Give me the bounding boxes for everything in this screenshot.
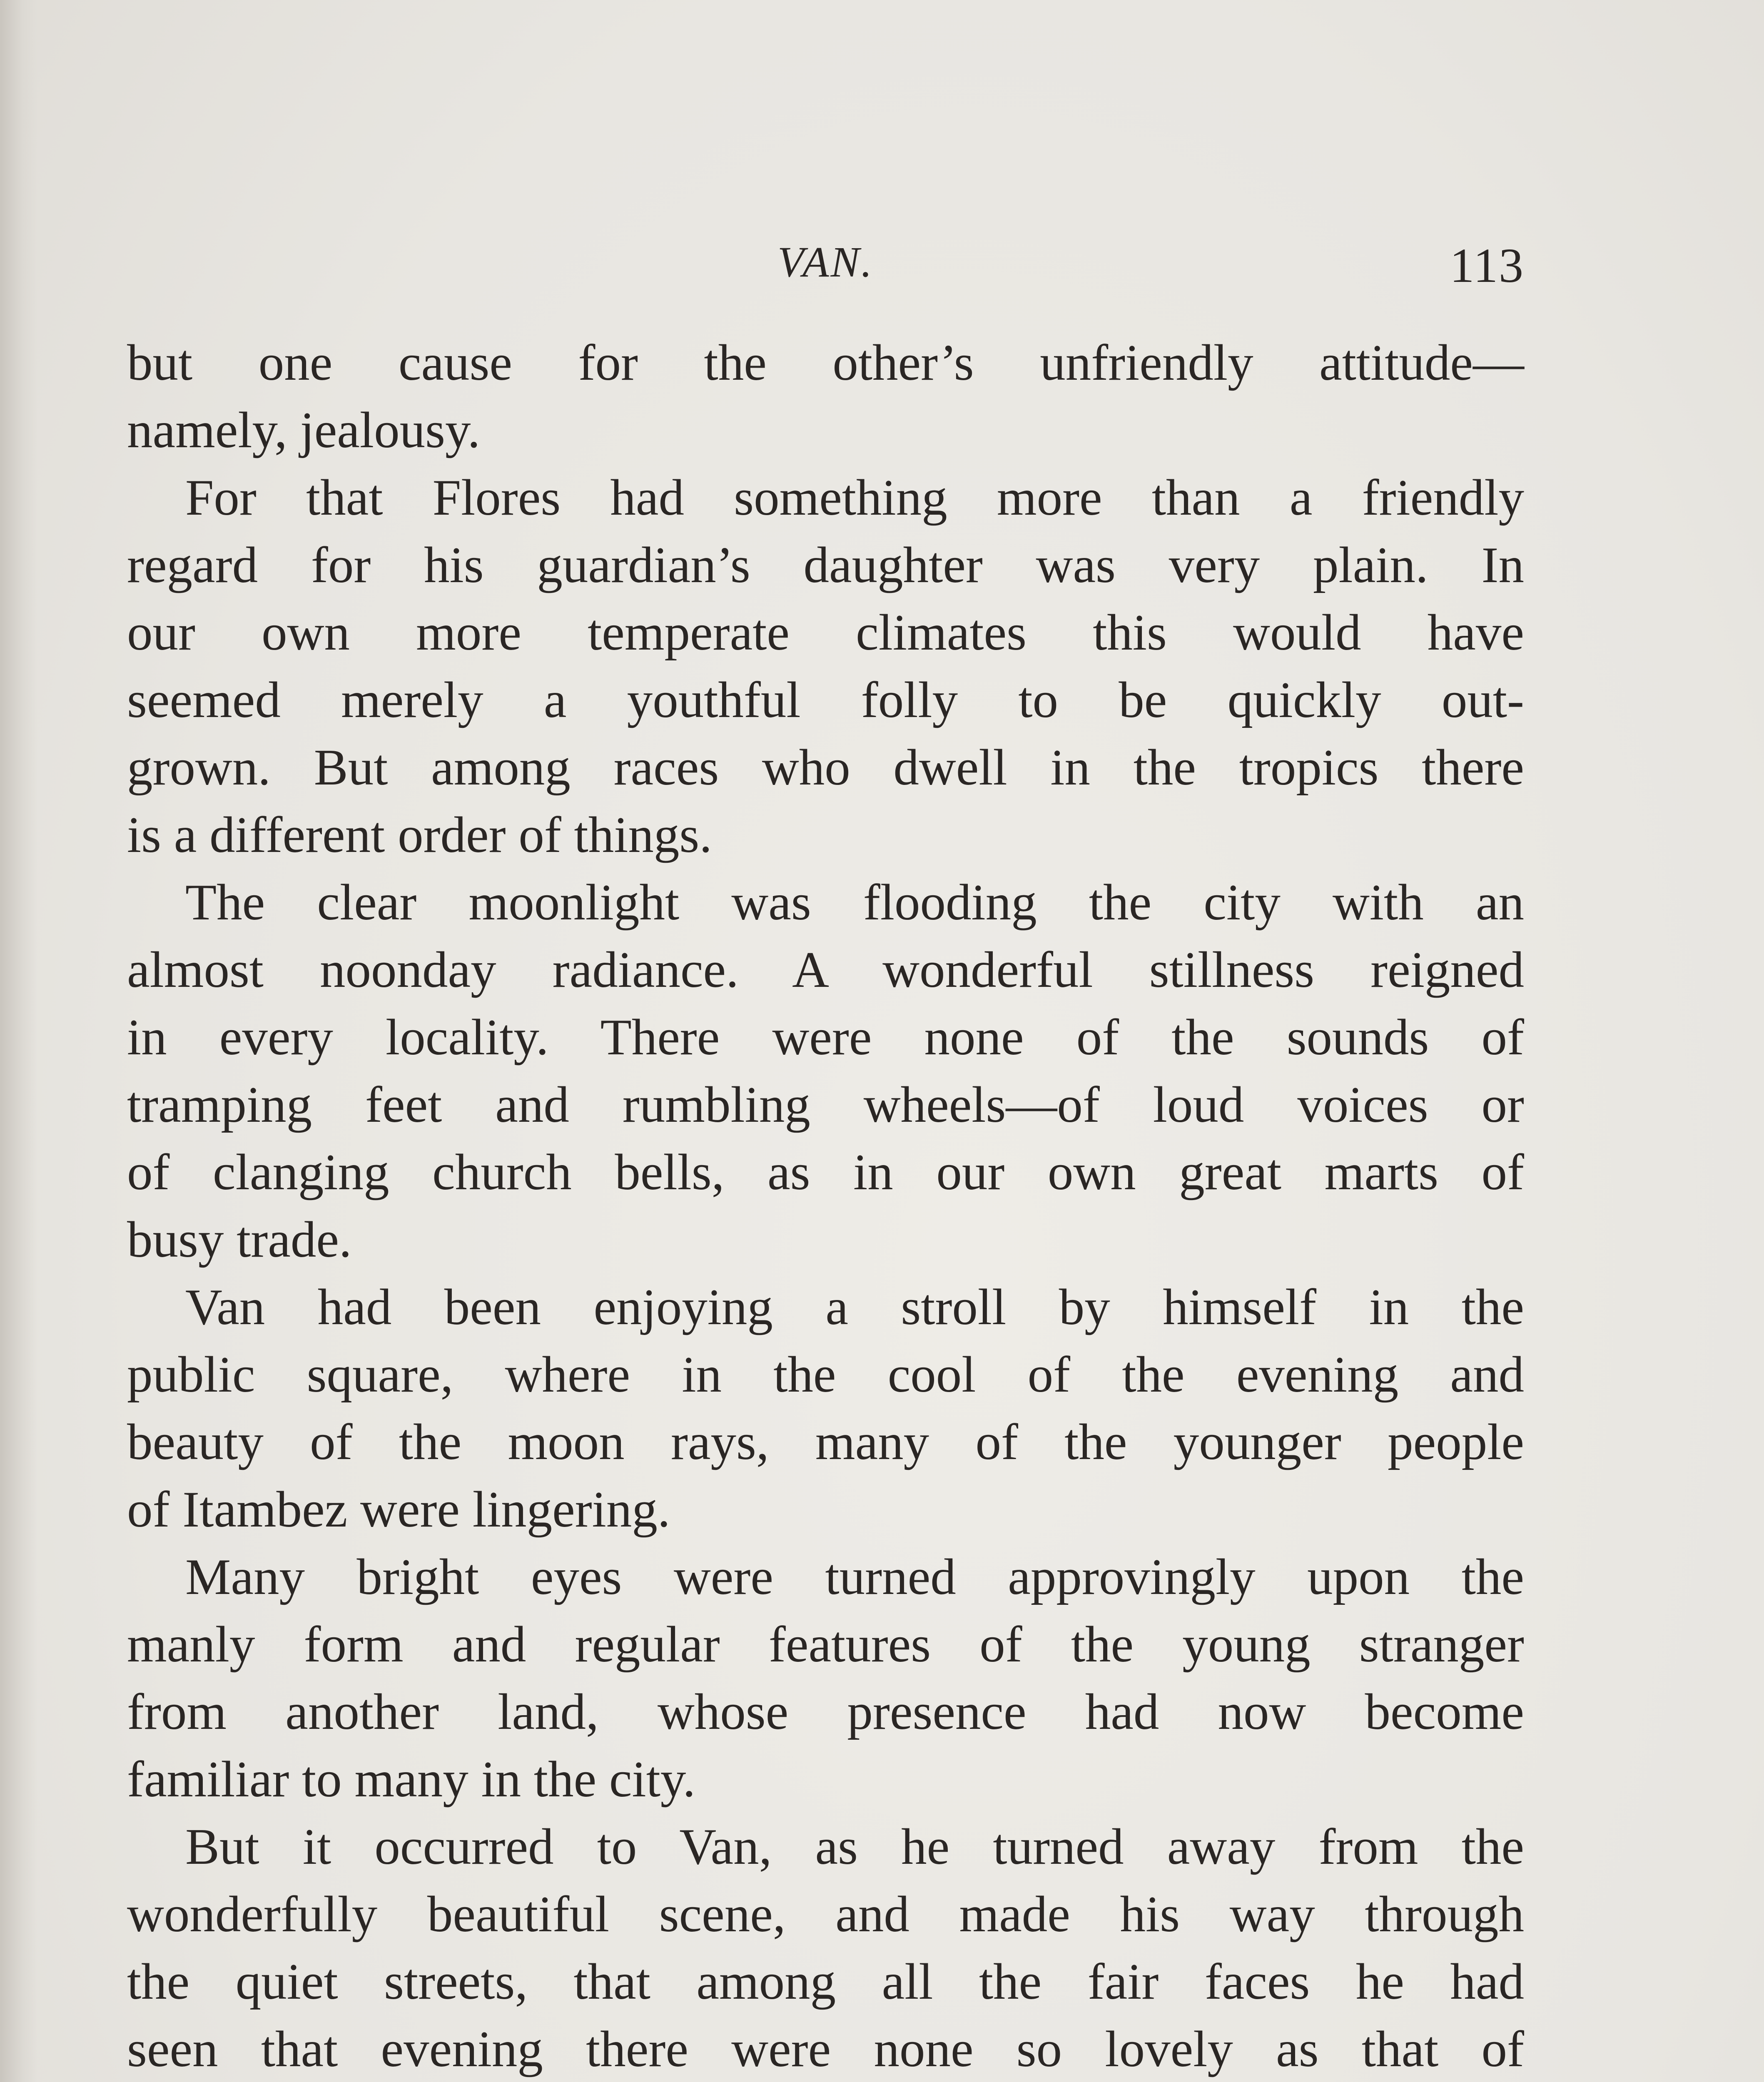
page-header [127, 233, 1524, 291]
text-line: busy trade. [127, 1211, 352, 1268]
text-line: beauty of the moon rays, many of the younger people [127, 1413, 1524, 1470]
body-text [127, 329, 1524, 2082]
text-line: tramping feet and rumbling wheels—of loud voices or [127, 1076, 1524, 1133]
text-line: the quiet streets, that among all the fair faces he had [127, 1953, 1524, 2010]
text-line: But it occurred to Van, as he turned away from the [185, 1818, 1524, 1875]
text-line: of clanging church bells, as in our own great marts of [127, 1143, 1524, 1200]
text-line: Van had been enjoying a stroll by himself in the [185, 1278, 1524, 1335]
page-gutter-shadow [0, 0, 37, 2082]
text-line: Many bright eyes were turned approvingly upon the [185, 1548, 1524, 1605]
text-line: in every locality. There were none of the sounds of [127, 1009, 1524, 1066]
text-line: but one cause for the other’s unfriendly attitude— [127, 334, 1524, 391]
text-line: wonderfully beautiful scene, and made his way through [127, 1885, 1524, 1943]
text-line: seemed merely a youthful folly to be quickly out- [127, 671, 1524, 728]
text-line: of Itambez were lingering. [127, 1481, 670, 1538]
page-number: 113 [1450, 238, 1524, 293]
text-line: manly form and regular features of the young stranger [127, 1616, 1524, 1673]
running-head: VAN. [777, 238, 874, 286]
text-line: our own more temperate climates this would have [127, 604, 1524, 661]
text-line: The clear moonlight was flooding the city with an [185, 874, 1524, 931]
text-line: grown. But among races who dwell in the tropics there [127, 739, 1524, 796]
text-line: familiar to many in the city. [127, 1751, 696, 1808]
text-line: from another land, whose presence had now become [127, 1683, 1524, 1740]
text-line: almost noonday radiance. A wonderful stillness reigned [127, 941, 1524, 998]
text-line: regard for his guardian’s daughter was very plain. In [127, 536, 1524, 593]
text-line: namely, jealousy. [127, 401, 481, 458]
text-line: is a different order of things. [127, 806, 713, 863]
text-line: seen that evening there were none so lovely as that of [127, 2020, 1524, 2077]
text-line: public square, where in the cool of the evening and [127, 1346, 1524, 1403]
text-line: For that Flores had something more than a friendly [185, 469, 1524, 526]
